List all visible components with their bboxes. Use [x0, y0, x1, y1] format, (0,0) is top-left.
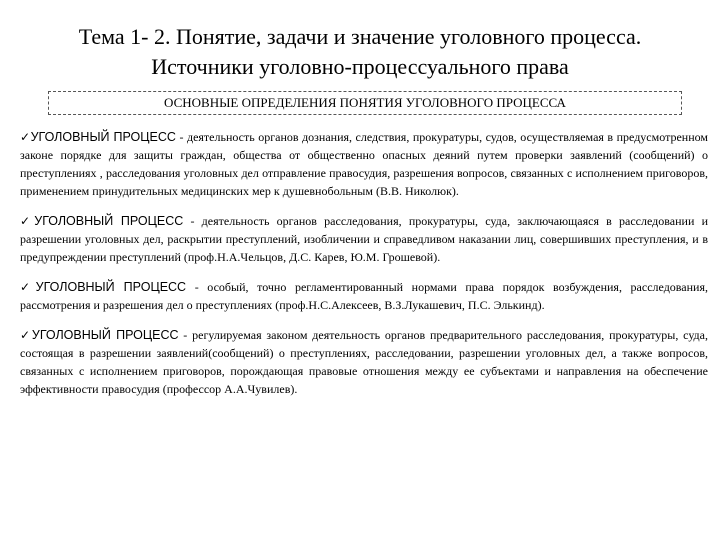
definition-item [20, 278, 708, 314]
title-line-1: Тема 1- 2. Понятие, задачи и значение уголовного процесса. [78, 24, 642, 49]
definition-term: УГОЛОВНЫЙ ПРОЦЕСС [34, 214, 184, 228]
title-line-2: Источники уголовно-процессуального права [151, 54, 569, 79]
definition-text: - деятельность органов дознания, следствия, прокуратуры, судов, осуществляемая в предусмотренном законе порядке для защиты граждан, общества от общественно опасных деяний путем проверки заявлений (сообщений) о преступлениях , расследования уголовных дел отправление правосудия, разрешения вопросов, связанных с исполнением приговоров, применением принудительных медицинских мер к душевнобольным (В.В. Николюк). [20, 130, 708, 198]
checkmark-icon: ✓ [20, 328, 32, 342]
definition-text: - деятельность органов расследования, прокуратуры, суда, заключающаяся в расследовании и разрешении уголовных дел, раскрытии преступлений, изобличении и справедливом наказании лиц, совершивших преступления, и в предупреждении преступлений (проф.Н.А.Чельцов, Д.С. Карев, Ю.М. Грошевой). [20, 214, 708, 264]
definition-text: - регулируемая законом деятельность органов предварительного расследования, прокуратуры, суда, состоящая в разрешении заявлений(сообщений) о преступлениях, расследовании, разрешении уголовных дел, а также вопросов, связанных с исполнением приговоров, порождающая правовые отношения между ее субъектами и направления на обеспечение эффективности правосудия (профессор А.А.Чувилев). [20, 328, 708, 396]
checkmark-icon: ✓ [20, 130, 31, 144]
definition-item [20, 212, 708, 266]
definition-term: УГОЛОВНЫЙ ПРОЦЕСС [30, 130, 176, 144]
definition-term: УГОЛОВНЫЙ ПРОЦЕСС [35, 280, 187, 294]
definition-text: - особый, точно регламентированный нормами права порядок возбуждения, расследования, рассмотрения и разрешения дел о преступлениях (проф.Н.С.Алексеев, В.З.Лукашевич, П.С. Элькинд). [20, 280, 708, 312]
definitions-list [20, 128, 708, 410]
checkmark-icon: ✓ [20, 214, 35, 228]
definition-item [20, 128, 708, 200]
definition-term: УГОЛОВНЫЙ ПРОЦЕСС [31, 328, 179, 342]
definitions-banner: ОСНОВНЫЕ ОПРЕДЕЛЕНИЯ ПОНЯТИЯ УГОЛОВНОГО ПРОЦЕССА [48, 91, 682, 115]
slide-title [0, 22, 720, 82]
definition-item [20, 326, 708, 398]
checkmark-icon: ✓ [20, 280, 36, 294]
